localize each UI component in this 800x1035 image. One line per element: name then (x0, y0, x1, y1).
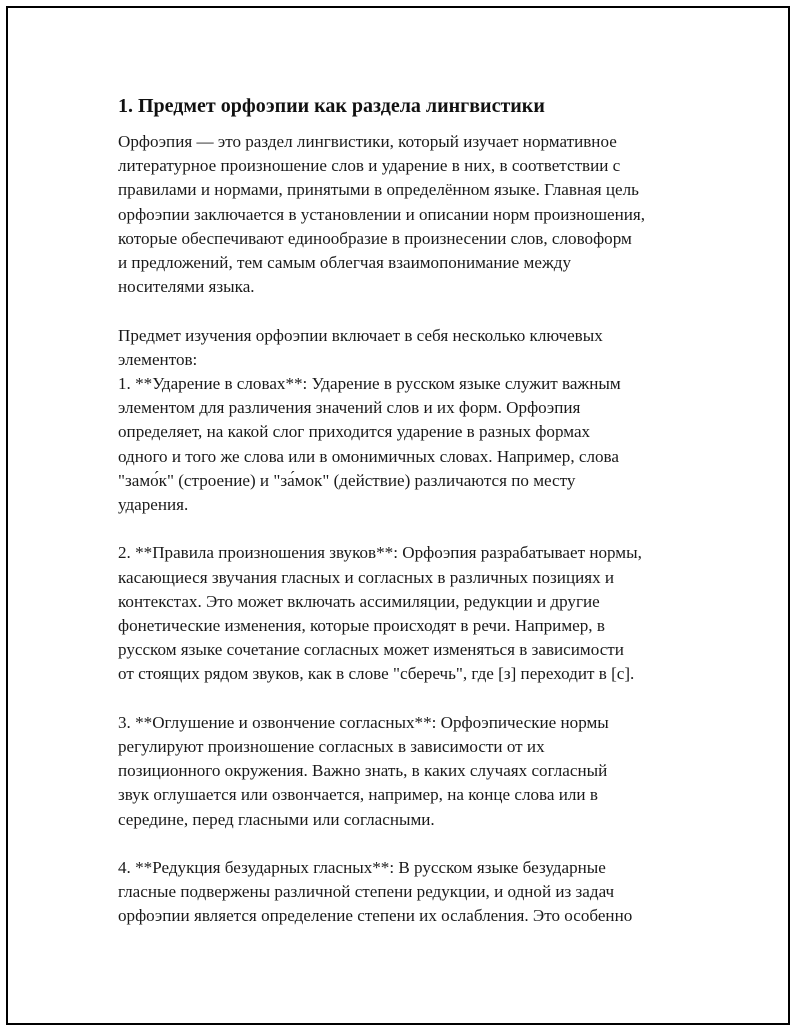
text-line: и предложений, тем самым облегчая взаимопонимание между (118, 253, 571, 273)
text-line: гласные подвержены различной степени редукции, и одной из задач (118, 882, 615, 902)
text-line: фонетические изменения, которые происходят в речи. Например, в (118, 616, 605, 636)
text-line: Предмет изучения орфоэпии включает в себя несколько ключевых (118, 325, 603, 345)
text-line: русском языке сочетание согласных может изменяться в зависимости (118, 640, 624, 660)
text-line: которые обеспечивают единообразие в произнесении слов, словоформ (118, 228, 632, 248)
paragraph-reduction (118, 856, 708, 929)
text-line: звук оглушается или озвончается, например, на конце слова или в (118, 785, 598, 805)
text-line: регулируют произношение согласных в зависимости от их (118, 737, 545, 757)
text-line: литературное произношение слов и ударение в них, в соответствии с (118, 156, 621, 176)
paragraph-definition (118, 130, 708, 299)
paragraph-devoicing (118, 711, 708, 832)
text-line: "замо́к" (строение) и "за́мок" (действие) различаются по месту (118, 470, 576, 490)
text-line: 4. **Редукция безударных гласных**: В русском языке безударные (118, 858, 606, 878)
page-title: 1. Предмет орфоэпии как раздела лингвистики (118, 95, 545, 117)
text-line: контекстах. Это может включать ассимиляции, редукции и другие (118, 591, 600, 611)
text-line: 1. **Ударение в словах**: Ударение в русском языке служит важным (118, 374, 621, 394)
text-line: правилами и нормами, принятыми в определённом языке. Главная цель (118, 180, 639, 200)
text-line: орфоэпии является определение степени их ослабления. Это особенно (118, 906, 633, 926)
text-line: элементов: (118, 349, 198, 369)
text-line: середине, перед гласными или согласными. (118, 809, 435, 829)
text-line: от стоящих рядом звуков, как в слове "сберечь", где [з] переходит в [с]. (118, 664, 635, 684)
text-line: позиционного окружения. Важно знать, в каких случаях согласный (118, 761, 608, 781)
text-line: ударения. (118, 495, 189, 515)
text-line: определяет, на какой слог приходится ударение в разных формах (118, 422, 591, 442)
text-line: Орфоэпия — это раздел лингвистики, который изучает нормативное (118, 132, 617, 151)
paragraph-stress (118, 324, 708, 518)
text-line: 2. **Правила произношения звуков**: Орфоэпия разрабатывает нормы, (118, 543, 642, 563)
text-line: элементом для различения значений слов и их форм. Орфоэпия (118, 398, 581, 418)
text-line: 3. **Оглушение и озвончение согласных**: Орфоэпические нормы (118, 712, 609, 732)
document-body (118, 92, 708, 953)
text-line: орфоэпии заключается в установлении и описании норм произношения, (118, 204, 646, 224)
text-line: носителями языка. (118, 277, 255, 297)
text-line: касающиеся звучания гласных и согласных в различных позициях и (118, 567, 615, 587)
paragraph-sound-rules (118, 541, 708, 686)
text-line: одного и того же слова или в омонимичных словах. Например, слова (118, 446, 619, 466)
